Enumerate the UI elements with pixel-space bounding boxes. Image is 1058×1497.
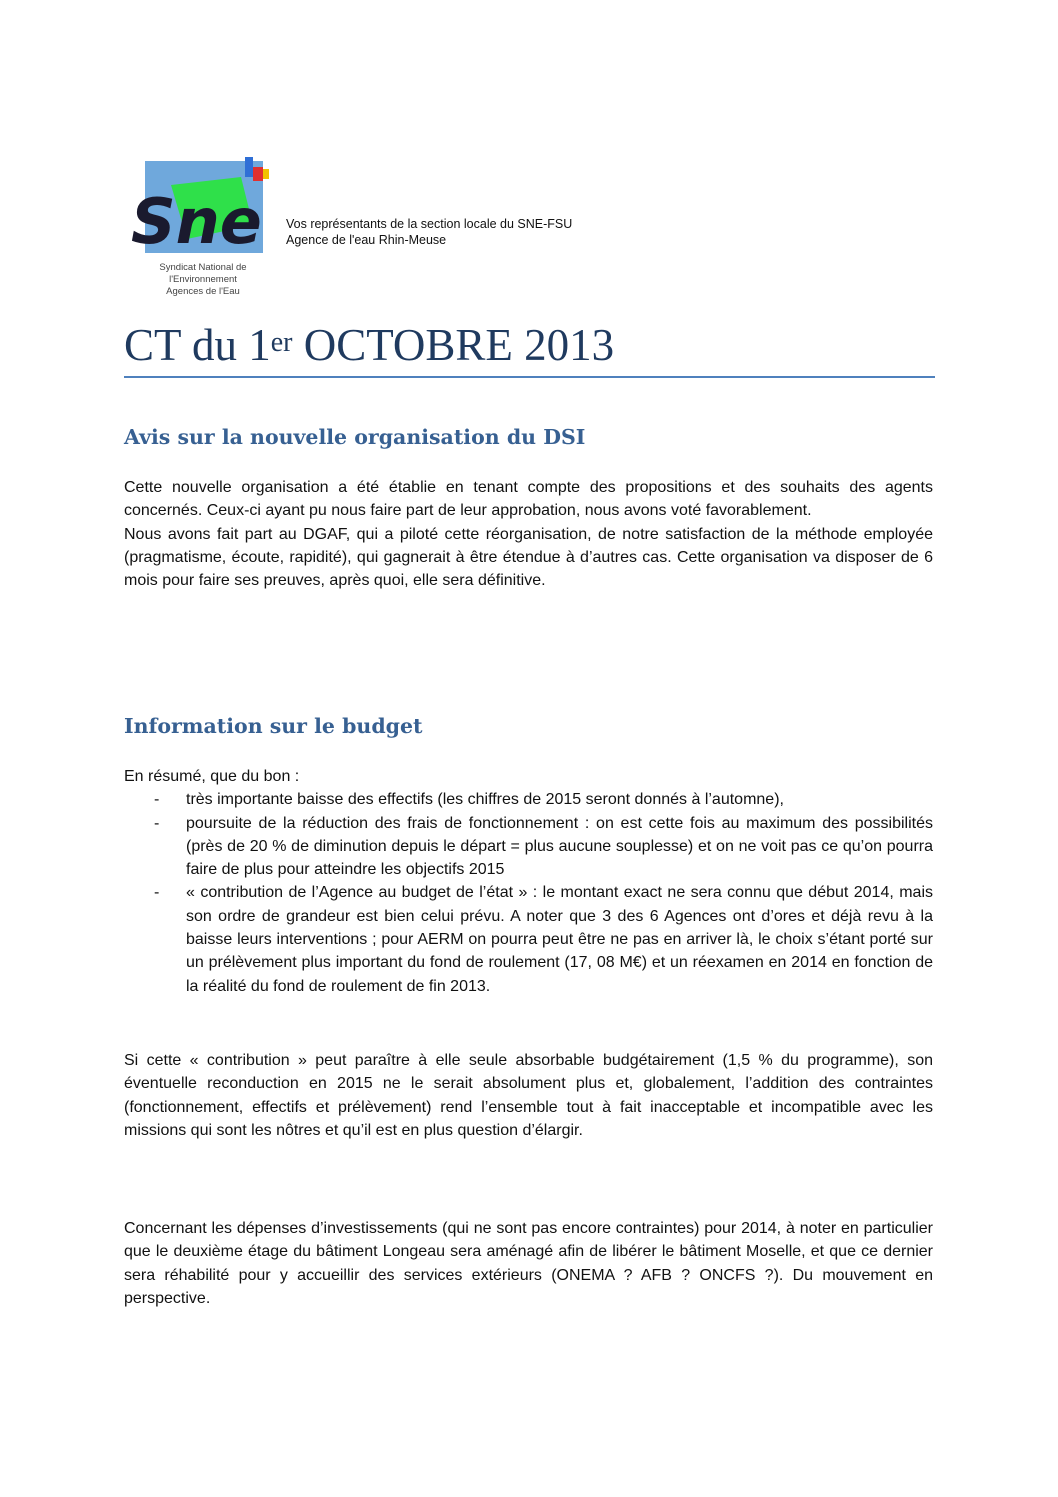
title-underline xyxy=(124,376,935,378)
section1-paragraph2: Nous avons fait part au DGAF, qui a piloté cette réorganisation, de notre satisfaction de la méthode employée (pragmatisme, écoute, rapidité), qui gagnerait à être étendue à d’autres cas. Cette organisation va disposer de 6 mois pour faire ses preuves, après quoi, elle sera définitive. xyxy=(124,525,933,590)
header-line1: Vos représentants de la section locale du SNE-FSU xyxy=(286,217,573,231)
title-suffix: OCTOBRE 2013 xyxy=(292,320,615,370)
section2-intro: En résumé, que du bon : xyxy=(124,768,300,785)
bullet-dash: - xyxy=(154,791,160,809)
budget-list xyxy=(124,788,933,998)
contribution-paragraph: Si cette « contribution » peut paraître à elle seule absorbable budgétairement (1,5 % du programme), son éventuelle reconduction en 2015 ne le serait absolument plus et, globalement, l’addition des contraintes (fonctionnement, effectifs et prélèvement) rend l’ensemble tout à fait inacceptable et incompatible avec les missions qui sont les nôtres et qu’il est en plus question d’élargir. xyxy=(124,1052,933,1139)
investments-paragraph: Concernant les dépenses d’investissements (qui ne sont pas encore contraintes) pour 2014, à noter en particulier que le deuxième étage du bâtiment Longeau sera aménagé afin de libérer le bâtiment Moselle, et que ce dernier sera réhabilité pour y accueillir des services extérieurs (ONEMA ? AFB ? ONCFS ?). Du mouvement en perspective. xyxy=(124,1220,933,1307)
bullet-dash: - xyxy=(154,884,160,902)
logo-subtitle-line1: Syndicat National de l'Environnement xyxy=(159,262,247,285)
section1-paragraph1: Cette nouvelle organisation a été établie en tenant compte des propositions et des souhaits des agents concernés. Ceux-ci ayant pu nous faire part de leur approbation, nous avons voté favorablement. xyxy=(124,479,933,520)
title-prefix: CT du 1 xyxy=(124,320,271,370)
list-item-text: « contribution de l’Agence au budget de l’état » : le montant exact ne sera connu que début 2014, mais son ordre de grandeur est bien celui prévu. A noter que 3 des 6 Agences ont d’ores et déjà revu à la baisse leurs interventions ; pour AERM on pourra peut être ne pas en arriver là, le choix s’étant porté sur un prélèvement plus important du fond de roulement (17, 08 M€) et un réexamen en 2014 en fonction de la réalité du fond de roulement de fin 2013. xyxy=(186,884,933,995)
logo-yellow-accent xyxy=(263,169,269,179)
list-item xyxy=(124,812,933,882)
header-line2: Agence de l'eau Rhin-Meuse xyxy=(286,233,447,247)
section2-body xyxy=(124,765,933,998)
logo-subtitle xyxy=(128,262,278,298)
list-item xyxy=(124,788,933,811)
list-item-text: poursuite de la réduction des frais de fonctionnement : on est cette fois au maximum des possibilités (près de 20 % de diminution depuis le départ = plus aucune souplesse) et on ne voit pas ce qu’on pourra faire de plus pour atteindre les objectifs 2015 xyxy=(186,814,933,879)
logo-subtitle-line2: Agences de l'Eau xyxy=(166,286,240,297)
section2-heading: Information sur le budget xyxy=(124,714,423,738)
sne-logo-graphic xyxy=(125,155,275,265)
section1-body xyxy=(124,476,933,592)
list-item xyxy=(124,881,933,997)
list-item-text: très importante baisse des effectifs (les chiffres de 2015 seront donnés à l’automne), xyxy=(186,791,784,809)
title-superscript: er xyxy=(270,327,293,358)
bullet-dash: - xyxy=(154,814,160,832)
page-title xyxy=(124,316,614,374)
logo-red-accent xyxy=(253,167,263,181)
section1-heading: Avis sur la nouvelle organisation du DSI xyxy=(124,425,586,449)
header-text xyxy=(286,216,572,248)
logo-wordmark: Sne xyxy=(131,185,262,258)
logo-blue-accent xyxy=(245,157,253,177)
